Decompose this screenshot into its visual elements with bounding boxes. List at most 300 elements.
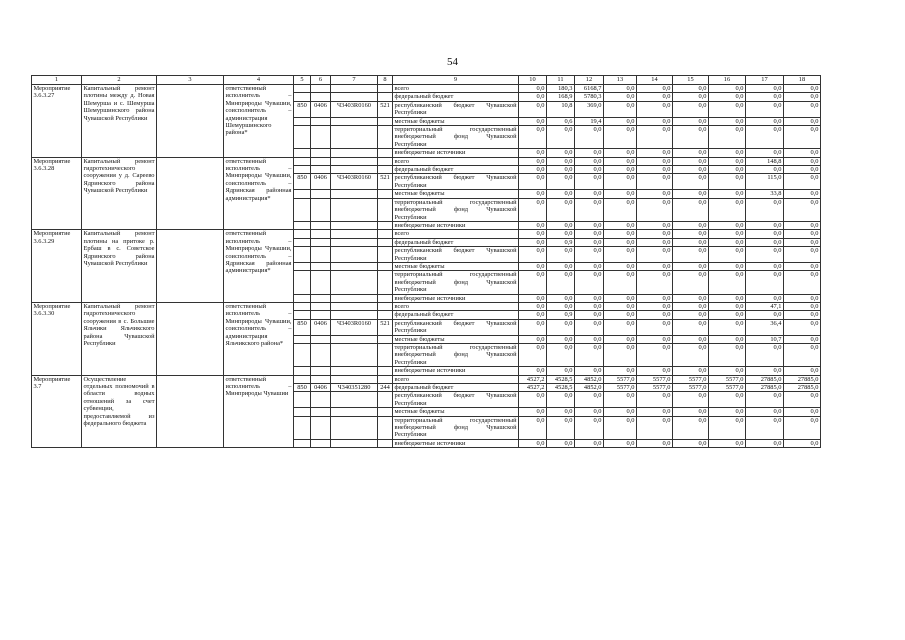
value-cell: 0,0 <box>575 149 604 157</box>
funding-source: всего <box>393 230 519 238</box>
budget-code-cell <box>311 149 331 157</box>
value-cell: 0,0 <box>746 230 784 238</box>
value-cell: 0,0 <box>604 367 637 375</box>
value-cell: 0,0 <box>784 344 821 367</box>
budget-code-cell: 850 <box>294 319 311 335</box>
budget-code-cell <box>294 311 311 319</box>
measure-name: Капитальный ремонт плотины на притоке р. Ербаш в с. Советское Ядринского района Чувашской Республики <box>82 230 157 303</box>
budget-code-cell <box>311 117 331 125</box>
value-cell: 0,0 <box>637 262 673 270</box>
value-cell: 0,0 <box>784 93 821 101</box>
value-cell: 0,0 <box>637 101 673 117</box>
value-cell: 0,0 <box>547 335 575 343</box>
value-cell: 0,0 <box>673 230 709 238</box>
value-cell: 0,0 <box>637 416 673 439</box>
funding-source: территориальный государственный внебюджетный фонд Чувашской Республики <box>394 271 517 294</box>
budget-code-cell <box>294 335 311 343</box>
value-cell: 0,0 <box>604 190 637 198</box>
value-cell: 0,0 <box>575 221 604 229</box>
budget-code-cell <box>331 311 378 319</box>
budget-code-cell <box>311 344 331 367</box>
value-cell: 0,0 <box>673 367 709 375</box>
value-cell: 4852,0 <box>575 384 604 392</box>
value-cell: 0,0 <box>637 85 673 93</box>
value-cell: 0,0 <box>784 221 821 229</box>
value-cell: 5577,0 <box>673 375 709 383</box>
budget-code-cell <box>331 198 378 221</box>
value-cell: 0,0 <box>547 149 575 157</box>
header-cell: 12 <box>575 76 604 85</box>
budget-code-cell <box>331 416 378 439</box>
value-cell: 0,0 <box>637 439 673 447</box>
budget-code-cell <box>331 375 378 383</box>
empty-cell <box>157 230 224 303</box>
budget-code-cell <box>331 126 378 149</box>
value-cell: 27885,0 <box>784 375 821 383</box>
empty-cell <box>157 85 224 158</box>
funding-source: внебюджетные источники <box>393 294 519 302</box>
value-cell: 0,0 <box>673 344 709 367</box>
table-row <box>32 302 821 310</box>
value-cell: 0,0 <box>784 101 821 117</box>
funding-source: всего <box>393 85 519 93</box>
budget-code-cell <box>331 190 378 198</box>
value-cell: 0,0 <box>746 271 784 294</box>
budget-code-cell: Ч3403R0160 <box>331 101 378 117</box>
value-cell: 47,1 <box>746 302 784 310</box>
value-cell: 0,0 <box>637 302 673 310</box>
value-cell: 0,0 <box>784 294 821 302</box>
value-cell: 0,0 <box>604 117 637 125</box>
value-cell: 0,0 <box>673 117 709 125</box>
value-cell: 4528,5 <box>547 375 575 383</box>
header-cell: 11 <box>547 76 575 85</box>
value-cell: 0,0 <box>637 93 673 101</box>
value-cell: 0,0 <box>604 439 637 447</box>
value-cell: 0,0 <box>547 157 575 165</box>
budget-code-cell <box>294 408 311 416</box>
value-cell: 0,0 <box>637 408 673 416</box>
value-cell: 33,8 <box>746 190 784 198</box>
budget-code-cell <box>331 93 378 101</box>
value-cell: 0,0 <box>604 247 637 263</box>
funding-source: территориальный государственный внебюджетный фонд Чувашской Республики <box>394 126 517 148</box>
value-cell: 0,0 <box>575 198 604 221</box>
value-cell: 0,0 <box>709 221 746 229</box>
value-cell: 0,0 <box>709 117 746 125</box>
value-cell: 4528,5 <box>547 384 575 392</box>
empty-cell <box>157 302 224 375</box>
value-cell: 0,0 <box>547 408 575 416</box>
value-cell: 0,0 <box>784 198 821 221</box>
value-cell: 5577,0 <box>709 375 746 383</box>
value-cell: 0,0 <box>746 85 784 93</box>
budget-code-cell <box>378 375 393 383</box>
value-cell: 5577,0 <box>604 375 637 383</box>
value-cell: 0,0 <box>519 335 547 343</box>
budget-code-cell <box>294 230 311 238</box>
value-cell: 0,0 <box>604 302 637 310</box>
budget-code-cell: Ч340351280 <box>331 384 378 392</box>
value-cell: 0,0 <box>575 367 604 375</box>
value-cell: 0,0 <box>575 262 604 270</box>
value-cell: 0,0 <box>604 85 637 93</box>
value-cell: 0,0 <box>746 221 784 229</box>
value-cell: 0,0 <box>784 302 821 310</box>
value-cell: 0,0 <box>604 166 637 174</box>
value-cell: 0,0 <box>709 247 746 263</box>
value-cell: 0,0 <box>746 262 784 270</box>
budget-code-cell: 244 <box>378 384 393 392</box>
value-cell: 0,0 <box>604 126 637 149</box>
value-cell: 0,0 <box>575 311 604 319</box>
budget-code-cell <box>378 439 393 447</box>
value-cell: 0,0 <box>547 416 575 439</box>
measure-executor: ответственный исполнитель – Минприроды Чувашии, соисполнитель – Ядринская районная администрация* <box>224 230 294 303</box>
budget-code-cell <box>311 416 331 439</box>
value-cell: 0,0 <box>784 166 821 174</box>
funding-source: местные бюджеты <box>393 190 519 198</box>
funding-source: местные бюджеты <box>393 335 519 343</box>
value-cell: 0,0 <box>709 335 746 343</box>
value-cell: 0,0 <box>746 408 784 416</box>
value-cell: 5577,0 <box>637 375 673 383</box>
value-cell: 5577,0 <box>604 384 637 392</box>
budget-code-cell <box>378 190 393 198</box>
value-cell: 0,0 <box>547 319 575 335</box>
budget-code-cell <box>311 190 331 198</box>
budget-code-cell <box>378 126 393 149</box>
value-cell: 0,0 <box>784 157 821 165</box>
funding-source: территориальный государственный внебюджетный фонд Чувашской Республики <box>394 416 517 439</box>
funding-source: республиканский бюджет Чувашской Республики <box>394 174 517 189</box>
value-cell: 10,8 <box>547 101 575 117</box>
header-cell: 9 <box>393 76 519 85</box>
budget-code-cell <box>378 262 393 270</box>
budget-code-cell <box>294 262 311 270</box>
value-cell: 0,0 <box>575 174 604 190</box>
value-cell: 0,0 <box>637 117 673 125</box>
measure-executor: ответственный исполнитель – Минприроды Чувашии, соисполнитель – администрация Шемуршинского района* <box>224 85 294 158</box>
value-cell: 115,0 <box>746 174 784 190</box>
budget-code-cell <box>311 126 331 149</box>
value-cell: 27885,0 <box>746 375 784 383</box>
value-cell: 0,0 <box>604 101 637 117</box>
value-cell: 0,0 <box>519 85 547 93</box>
value-cell: 0,0 <box>637 157 673 165</box>
budget-code-cell <box>331 262 378 270</box>
value-cell: 0,0 <box>709 262 746 270</box>
table-row <box>32 157 821 165</box>
value-cell: 0,0 <box>673 190 709 198</box>
measure-name: Капитальный ремонт плотины между д. Новая Шемурша и с. Шемурша Шемуршинского района Чувашской Республики <box>82 85 157 158</box>
value-cell: 0,0 <box>547 392 575 408</box>
value-cell: 180,3 <box>547 85 575 93</box>
value-cell: 0,0 <box>784 85 821 93</box>
value-cell: 0,0 <box>709 166 746 174</box>
measure-id: Мероприятие 3.6.3.29 <box>32 230 82 303</box>
value-cell: 0,0 <box>575 166 604 174</box>
budget-code-cell <box>378 335 393 343</box>
funding-source: местные бюджеты <box>393 408 519 416</box>
value-cell: 0,0 <box>519 230 547 238</box>
budget-code-cell <box>294 375 311 383</box>
funding-source: федеральный бюджет <box>393 93 519 101</box>
budget-code-cell <box>311 221 331 229</box>
value-cell: 0,0 <box>746 126 784 149</box>
value-cell: 0,0 <box>637 294 673 302</box>
value-cell: 0,0 <box>784 271 821 294</box>
funding-source: территориальный государственный внебюджетный фонд Чувашской Республики <box>394 198 517 221</box>
value-cell: 0,0 <box>604 149 637 157</box>
value-cell: 0,0 <box>604 416 637 439</box>
value-cell: 0,0 <box>604 294 637 302</box>
value-cell: 0,0 <box>547 262 575 270</box>
header-cell: 4 <box>224 76 294 85</box>
value-cell: 0,0 <box>709 319 746 335</box>
budget-code-cell <box>331 335 378 343</box>
value-cell: 0,0 <box>709 367 746 375</box>
value-cell: 27885,0 <box>784 384 821 392</box>
value-cell: 0,0 <box>519 271 547 294</box>
budget-code-cell <box>311 302 331 310</box>
budget-code-cell <box>378 238 393 246</box>
value-cell: 0,0 <box>673 294 709 302</box>
value-cell: 168,9 <box>547 93 575 101</box>
budget-code-cell: 850 <box>294 174 311 190</box>
value-cell: 0,0 <box>547 198 575 221</box>
budget-code-cell <box>378 302 393 310</box>
budget-code-cell: 0406 <box>311 319 331 335</box>
value-cell: 0,0 <box>784 247 821 263</box>
value-cell: 0,0 <box>673 101 709 117</box>
budget-code-cell <box>378 271 393 294</box>
value-cell: 0,0 <box>575 126 604 149</box>
value-cell: 0,0 <box>604 262 637 270</box>
value-cell: 0,0 <box>604 335 637 343</box>
measure-name: Капитальный ремонт гидротехнического сооружения в с. Большие Яльчики Яльчикского района Чувашской Республики <box>82 302 157 375</box>
value-cell: 0,0 <box>673 408 709 416</box>
budget-code-cell <box>331 408 378 416</box>
value-cell: 0,0 <box>547 174 575 190</box>
value-cell: 0,0 <box>547 126 575 149</box>
value-cell: 0,0 <box>784 230 821 238</box>
header-cell: 6 <box>311 76 331 85</box>
value-cell: 0,0 <box>746 101 784 117</box>
value-cell: 0,0 <box>709 311 746 319</box>
budget-code-cell <box>294 439 311 447</box>
measure-name: Капитальный ремонт гидротехнического сооружения у д. Сареево Ядринского района Чувашской Республики <box>82 157 157 230</box>
value-cell: 0,0 <box>746 198 784 221</box>
budget-code-cell <box>378 247 393 263</box>
value-cell: 0,0 <box>519 190 547 198</box>
budget-code-cell <box>378 221 393 229</box>
header-row <box>32 76 821 85</box>
value-cell: 0,0 <box>709 302 746 310</box>
funding-source: местные бюджеты <box>393 262 519 270</box>
value-cell: 0,0 <box>673 247 709 263</box>
value-cell: 0,0 <box>784 416 821 439</box>
budget-code-cell <box>378 416 393 439</box>
budget-code-cell <box>311 198 331 221</box>
value-cell: 0,0 <box>519 198 547 221</box>
value-cell: 0,0 <box>575 271 604 294</box>
budget-code-cell <box>331 392 378 408</box>
value-cell: 0,0 <box>673 221 709 229</box>
value-cell: 0,0 <box>604 271 637 294</box>
value-cell: 0,0 <box>637 392 673 408</box>
value-cell: 0,0 <box>709 174 746 190</box>
measure-id: Мероприятие 3.7 <box>32 375 82 448</box>
value-cell: 0,0 <box>709 392 746 408</box>
value-cell: 0,0 <box>575 302 604 310</box>
budget-code-cell <box>311 311 331 319</box>
measure-id: Мероприятие 3.6.3.28 <box>32 157 82 230</box>
funding-source: внебюджетные источники <box>393 149 519 157</box>
budget-code-cell <box>331 439 378 447</box>
value-cell: 0,0 <box>673 271 709 294</box>
value-cell: 0,0 <box>519 302 547 310</box>
value-cell: 0,0 <box>709 416 746 439</box>
value-cell: 0,0 <box>547 294 575 302</box>
value-cell: 0,0 <box>575 247 604 263</box>
funding-source: всего <box>393 302 519 310</box>
value-cell: 0,0 <box>709 101 746 117</box>
value-cell: 0,0 <box>575 416 604 439</box>
value-cell: 0,0 <box>673 93 709 101</box>
value-cell: 0,0 <box>673 85 709 93</box>
funding-source: федеральный бюджет <box>393 311 519 319</box>
value-cell: 0,0 <box>604 238 637 246</box>
value-cell: 0,0 <box>547 271 575 294</box>
budget-code-cell <box>378 344 393 367</box>
budget-code-cell <box>378 408 393 416</box>
value-cell: 0,0 <box>784 126 821 149</box>
value-cell: 0,0 <box>547 221 575 229</box>
value-cell: 0,0 <box>709 93 746 101</box>
budget-code-cell <box>311 230 331 238</box>
budget-code-cell <box>294 157 311 165</box>
value-cell: 0,0 <box>673 149 709 157</box>
budget-code-cell <box>331 149 378 157</box>
value-cell: 0,0 <box>637 190 673 198</box>
budget-code-cell <box>294 85 311 93</box>
measure-executor: ответственный исполнитель – Минприроды Чувашии <box>224 375 294 448</box>
value-cell: 0,0 <box>784 408 821 416</box>
header-cell: 8 <box>378 76 393 85</box>
measure-id: Мероприятие 3.6.3.27 <box>32 85 82 158</box>
value-cell: 0,0 <box>519 117 547 125</box>
value-cell: 6168,7 <box>575 85 604 93</box>
value-cell: 0,0 <box>709 126 746 149</box>
funding-source: республиканский бюджет Чувашской Республики <box>394 392 517 407</box>
value-cell: 0,0 <box>637 238 673 246</box>
value-cell: 0,0 <box>746 392 784 408</box>
funding-source: всего <box>393 375 519 383</box>
budget-code-cell <box>331 302 378 310</box>
value-cell: 0,0 <box>547 190 575 198</box>
value-cell: 0,0 <box>519 408 547 416</box>
budget-code-cell: 850 <box>294 101 311 117</box>
value-cell: 0,0 <box>784 311 821 319</box>
value-cell: 0,0 <box>519 344 547 367</box>
budget-code-cell <box>294 271 311 294</box>
budget-code-cell <box>311 439 331 447</box>
value-cell: 0,0 <box>604 174 637 190</box>
budget-code-cell <box>294 221 311 229</box>
value-cell: 0,0 <box>547 166 575 174</box>
funding-source: внебюджетные источники <box>393 221 519 229</box>
header-cell: 10 <box>519 76 547 85</box>
budget-code-cell <box>331 367 378 375</box>
value-cell: 27885,0 <box>746 384 784 392</box>
budget-table <box>31 75 821 448</box>
value-cell: 0,0 <box>784 117 821 125</box>
value-cell: 0,0 <box>746 117 784 125</box>
value-cell: 0,0 <box>637 367 673 375</box>
value-cell: 0,0 <box>709 408 746 416</box>
value-cell: 0,0 <box>709 439 746 447</box>
budget-code-cell: 0406 <box>311 101 331 117</box>
budget-code-cell <box>311 262 331 270</box>
value-cell: 0,0 <box>746 238 784 246</box>
funding-source: внебюджетные источники <box>393 439 519 447</box>
budget-code-cell <box>331 157 378 165</box>
budget-code-cell <box>331 117 378 125</box>
budget-code-cell <box>378 85 393 93</box>
header-cell: 7 <box>331 76 378 85</box>
value-cell: 0,0 <box>575 439 604 447</box>
header-cell: 1 <box>32 76 82 85</box>
value-cell: 0,0 <box>575 238 604 246</box>
value-cell: 0,0 <box>547 367 575 375</box>
value-cell: 0,0 <box>519 126 547 149</box>
value-cell: 0,0 <box>519 319 547 335</box>
budget-code-cell <box>378 93 393 101</box>
budget-code-cell <box>294 302 311 310</box>
budget-code-cell <box>331 247 378 263</box>
budget-code-cell <box>294 247 311 263</box>
value-cell: 0,0 <box>637 344 673 367</box>
value-cell: 0,0 <box>673 262 709 270</box>
value-cell: 0,0 <box>519 166 547 174</box>
value-cell: 369,0 <box>575 101 604 117</box>
table-row <box>32 230 821 238</box>
budget-code-cell: 0406 <box>311 174 331 190</box>
value-cell: 0,0 <box>746 439 784 447</box>
value-cell: 0,0 <box>519 174 547 190</box>
value-cell: 0,0 <box>784 439 821 447</box>
budget-code-cell <box>331 221 378 229</box>
value-cell: 0,0 <box>784 149 821 157</box>
funding-source: внебюджетные источники <box>393 367 519 375</box>
budget-code-cell <box>294 198 311 221</box>
value-cell: 0,0 <box>519 247 547 263</box>
value-cell: 0,0 <box>784 190 821 198</box>
budget-code-cell <box>294 166 311 174</box>
value-cell: 0,0 <box>637 149 673 157</box>
value-cell: 5577,0 <box>709 384 746 392</box>
value-cell: 0,0 <box>673 302 709 310</box>
budget-code-cell <box>311 392 331 408</box>
value-cell: 0,0 <box>673 174 709 190</box>
value-cell: 0,0 <box>637 319 673 335</box>
budget-code-cell: 521 <box>378 101 393 117</box>
value-cell: 0,0 <box>519 221 547 229</box>
value-cell: 0,0 <box>746 149 784 157</box>
value-cell: 0,0 <box>709 271 746 294</box>
value-cell: 0,0 <box>709 85 746 93</box>
